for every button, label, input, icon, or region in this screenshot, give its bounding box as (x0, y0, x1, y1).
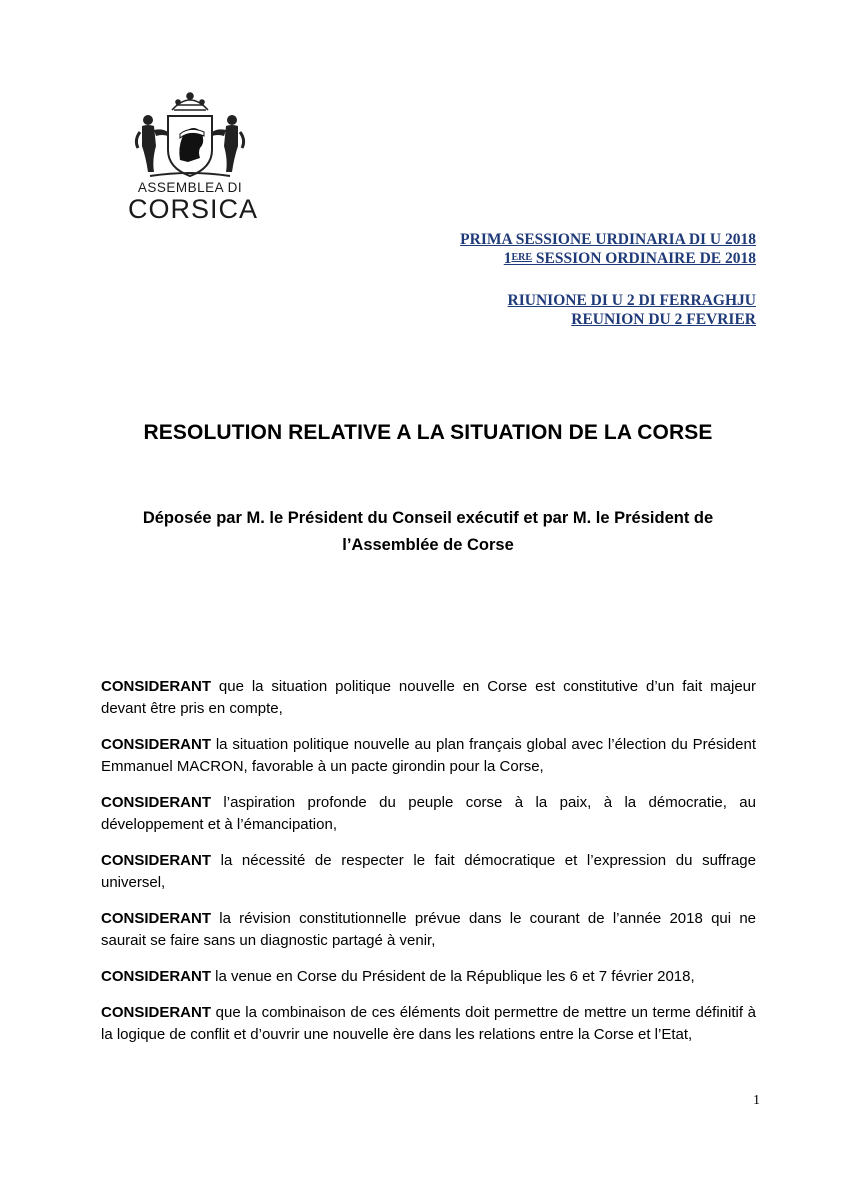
corsican-moor-head-crest-icon (128, 88, 252, 180)
assemblea-logo (128, 88, 259, 230)
paragraph-text: la nécessité de respecter le fait démocratique et l’expression du suffrage universel, (101, 852, 756, 891)
session-line-1: PRIMA SESSIONE URDINARIA DI U 2018 (460, 231, 756, 248)
considerant-paragraph (101, 792, 756, 836)
resolution-body (101, 676, 756, 1060)
paragraph-text: la révision constitutionnelle prévue dans le courant de l’année 2018 qui ne saurait se faire sans un diagnostic partagé à venir, (101, 910, 756, 949)
paragraph-keyword: CONSIDERANT (101, 678, 212, 695)
considerant-paragraph (101, 676, 756, 720)
considerant-paragraph (101, 734, 756, 778)
considerant-paragraph (101, 966, 756, 988)
paragraph-text: que la situation politique nouvelle en Corse est constitutive d’un fait majeur devant être pris en compte, (101, 678, 756, 717)
logo-text-line2: CORSICA (128, 194, 259, 224)
paragraph-keyword: CONSIDERANT (101, 794, 212, 811)
meeting-line-2: REUNION DU 2 FEVRIER (571, 311, 756, 328)
subtitle-line-1: Déposée par M. le Président du Conseil exécutif et par M. le Président de (142, 509, 714, 527)
paragraph-text: l’aspiration profonde du peuple corse à la paix, à la démocratie, au développement et à l’émancipation, (101, 794, 756, 833)
paragraph-keyword: CONSIDERANT (101, 852, 212, 869)
considerant-paragraph (101, 850, 756, 894)
paragraph-keyword: CONSIDERANT (101, 910, 212, 927)
document-title: RESOLUTION RELATIVE A LA SITUATION DE LA CORSE (143, 421, 713, 444)
paragraph-text: la situation politique nouvelle au plan français global avec l’élection du Président Emmanuel MACRON, favorable à un pacte girondin pour la Corse, (101, 736, 756, 775)
session-line-2-sup: ERE (511, 252, 533, 263)
session-line-2-prefix: 1 (503, 250, 512, 267)
considerant-paragraph (101, 908, 756, 952)
paragraph-text: que la combinaison de ces éléments doit permettre de mettre un terme définitif à la logique de conflit et d’ouvrir une nouvelle ère dans les relations entre la Corse et l’Etat, (101, 1004, 756, 1043)
paragraph-keyword: CONSIDERANT (101, 736, 212, 753)
document-subtitle (100, 505, 756, 559)
paragraph-keyword: CONSIDERANT (101, 1004, 212, 1021)
session-line-2-rest: SESSION ORDINAIRE DE 2018 (532, 250, 756, 267)
meeting-line-1: RIUNIONE DI U 2 DI FERRAGHJU (507, 292, 756, 309)
paragraph-keyword: CONSIDERANT (101, 968, 212, 985)
session-line-2 (336, 249, 756, 269)
page-number: 1 (753, 1093, 760, 1108)
logo-text-line1: ASSEMBLEA DI (137, 180, 243, 195)
subtitle-line-2: l’Assemblée de Corse (342, 536, 514, 554)
paragraph-text: la venue en Corse du Président de la République les 6 et 7 février 2018, (211, 968, 695, 985)
considerant-paragraph (101, 1002, 756, 1046)
